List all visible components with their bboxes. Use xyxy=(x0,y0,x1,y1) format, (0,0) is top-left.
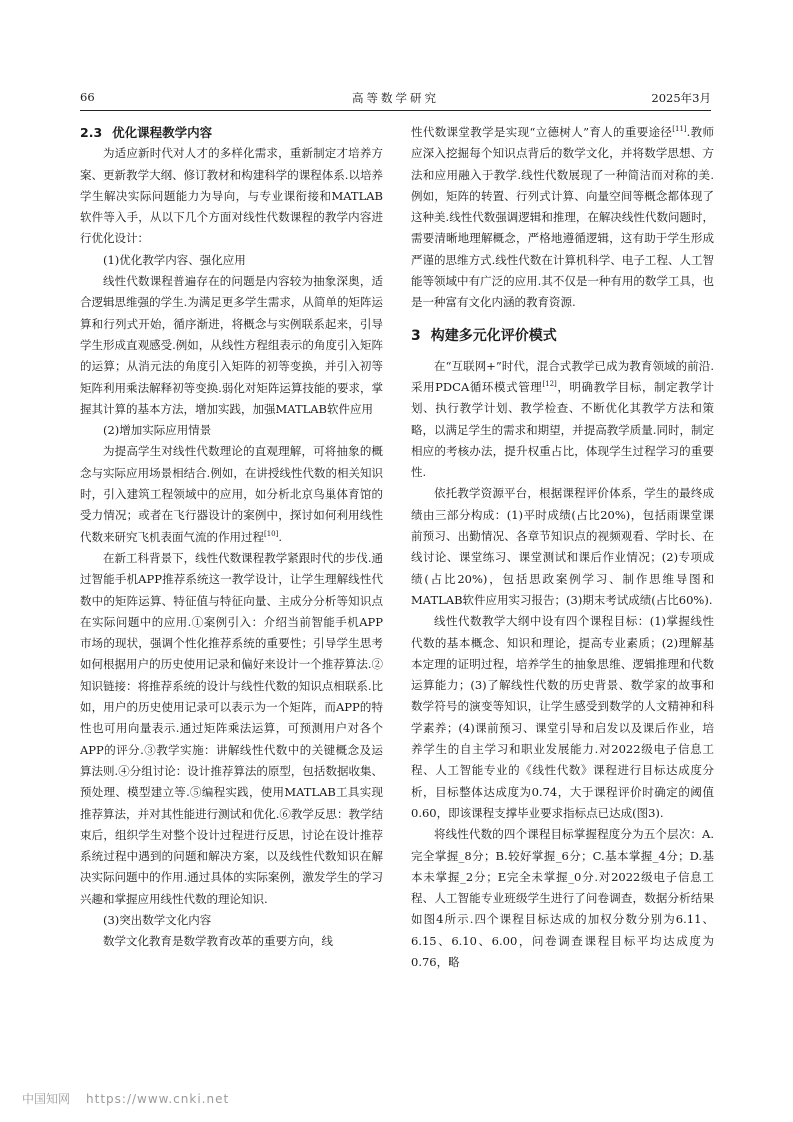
section-heading-3: 3 构建多元化评价模式 xyxy=(411,327,557,344)
section-heading-2-3: 2.3 优化课程教学内容 xyxy=(80,125,213,140)
right-column xyxy=(411,122,714,973)
cnki-watermark xyxy=(22,1090,229,1107)
subheading: (1)优化教学内容、强化应用 xyxy=(103,252,246,267)
paragraph: 在“互联网+”时代，混合式教学已成为教育领域的前沿.采用PDCA循环模式管理[12]，明确教学目标，制定教学计划、执行教学计划、教学检查、不断优化其教学方法和策略，以满足学生的需求和期望，并提高教学质量.同时，制定相应的考核办法，提升权重占比，体现学生过程学习的重要性. xyxy=(411,358,714,480)
paragraph: 将线性代数的四个课程目标掌握程度分为五个层次：A.完全掌握_8分；B.较好掌握_6分；C.基本掌握_4分；D.基本未掌握_2分；E完全未掌握_0分.对2022级电子信息工程、人工智能专业班级学生进行了问卷调查，数据分析结果如图4所示.四个课程目标达成的加权分数分别为6.11、6.15、6.10、6.00，问卷调查课程目标平均达成度为0.76，略 xyxy=(411,827,714,969)
journal-title: 高等数学研究 xyxy=(352,91,439,105)
paragraph: 线性代数课程普遍存在的问题是内容较为抽象深奥，适合逻辑思维强的学生.为满足更多学生需求，从简单的矩阵运算和行列式开始，循序渐进，将概念与实例联系起来，引导学生形成直观感受.例如，从线性方程组表示的角度引入矩阵的运算；从消元法的角度引入矩阵的初等变换，并引入初等矩阵利用乘法解释初等变换.弱化对矩阵运算技能的要求，掌握其计算的基本方法，增加实践，加强MATLAB软件应用 xyxy=(80,274,383,416)
citation: [10] xyxy=(264,529,279,538)
running-header xyxy=(80,90,711,108)
watermark-logo: 中国知网 xyxy=(22,1092,71,1106)
paragraph: 为提高学生对线性代数理论的直观理解，可将抽象的概念与实际应用场景相结合.例如，在讲授线性代数的相关知识时，引入建筑工程领域中的应用，如分析北京鸟巢体育馆的受力情况；或者在飞行器设计的案例中，探讨如何利用线性代数来研究飞机表面气流的作用过程[10]. xyxy=(80,444,383,544)
paragraph: 性代数课堂教学是实现“立德树人”育人的重要途径[11].教师应深入挖掘每个知识点背后的数学文化，并将数学思想、方法和应用融入于教学.线性代数展现了一种简洁而对称的美.例如，矩阵的转置、行列式计算、向量空间等概念都体现了这种美.线性代数强调逻辑和推理，在解决线性代数问题时，需要清晰地理解概念，严格地遵循逻辑，这有助于学生形成严谨的思维方式.线性代数在计算机科学、电子工程、人工智能等领域中有广泛的应用.其不仅是一种有用的数学工具，也是一种富有文化内涵的教育资源. xyxy=(411,125,714,310)
citation: [12] xyxy=(542,380,557,389)
left-column xyxy=(80,122,383,953)
header-rule xyxy=(80,110,711,111)
paragraph: 线性代数教学大纲中设有四个课程目标：(1)掌握线性代数的基本概念、知识和理论，提高专业素质；(2)理解基本定理的证明过程，培养学生的抽象思维、逻辑推理和代数运算能力；(3)了解线性代数的历史背景、数学家的故事和数学符号的演变等知识，让学生感受到数学的人文精神和科学素养；(4)课前预习、课堂引导和启发以及课后作业，培养学生的自主学习和职业发展能力.对2022级电子信息工程、人工智能专业的《线性代数》课程进行目标达成度分析，目标整体达成度为0.74，大于课程评价时确定的阈值0.60，即该课程支撑毕业要求指标点已达成(图3). xyxy=(411,614,714,820)
citation: [11] xyxy=(672,125,687,134)
subheading: (2)增加实际应用情景 xyxy=(103,423,212,438)
paragraph: 依托教学资源平台，根据课程评价体系，学生的最终成绩由三部分构成：(1)平时成绩(占比20%)，包括雨课堂课前预习、出勤情况、各章节知识点的视频观看、学时长、在线讨论、课堂练习、课堂测试和课后作业情况；(2)专项成绩(占比20%)，包括思政案例学习、制作思维导图和MATLAB软件应用实习报告；(3)期末考试成绩(占比60%). xyxy=(411,486,714,607)
subheading: (3)突出数学文化内容 xyxy=(103,912,212,927)
paragraph: 在新工科背景下，线性代数课程教学紧跟时代的步伐.通过智能手机APP推荐系统这一教学设计，让学生理解线性代数中的矩阵运算、特征值与特征向量、主成分分析等知识点在实际问题中的应用.①案例引入：介绍当前智能手机APP市场的现状，强调个性化推荐系统的重要性；引导学生思考如何根据用户的历史使用记录和偏好来设计一个推荐算法.②知识链接：将推荐系统的设计与线性代数的知识点相联系.比如，用户的历史使用记录可以表示为一个矩阵，而APP的特性也可用向量表示.通过矩阵乘法运算，可预测用户对各个APP的评分.③教学实施：讲解线性代数中的关键概念及运算法则.④分组讨论：设计推荐算法的原型，包括数据收集、预处理、模型建立等.⑤编程实践，使用MATLAB工具实现推荐算法，并对其性能进行测试和优化.⑥教学反思：教学结束后，组织学生对整个设计过程进行反思，讨论在设计推荐系统过程中遇到的问题和解决方案，以及线性代数知识在解决实际问题中的作用.通过具体的实际案例，激发学生的学习兴趣和掌握应用线性代数的理论知识. xyxy=(80,550,383,906)
paragraph: 为适应新时代对人才的多样化需求，重新制定才培养方案、更新教学大纲、修订教材和构建科学的课程体系.以培养学生解决实际问题能力为导向，与专业课衔接和MATLAB软件等入手，从以下几个方面对线性代数课程的教学内容进行优化设计： xyxy=(80,146,383,246)
paragraph: 数学文化教育是数学教育改革的重要方向，线 xyxy=(103,934,333,949)
page-number: 66 xyxy=(80,90,95,104)
watermark-url: https://www.cnki.net xyxy=(86,1092,230,1106)
issue-date: 2025年3月 xyxy=(651,91,711,105)
